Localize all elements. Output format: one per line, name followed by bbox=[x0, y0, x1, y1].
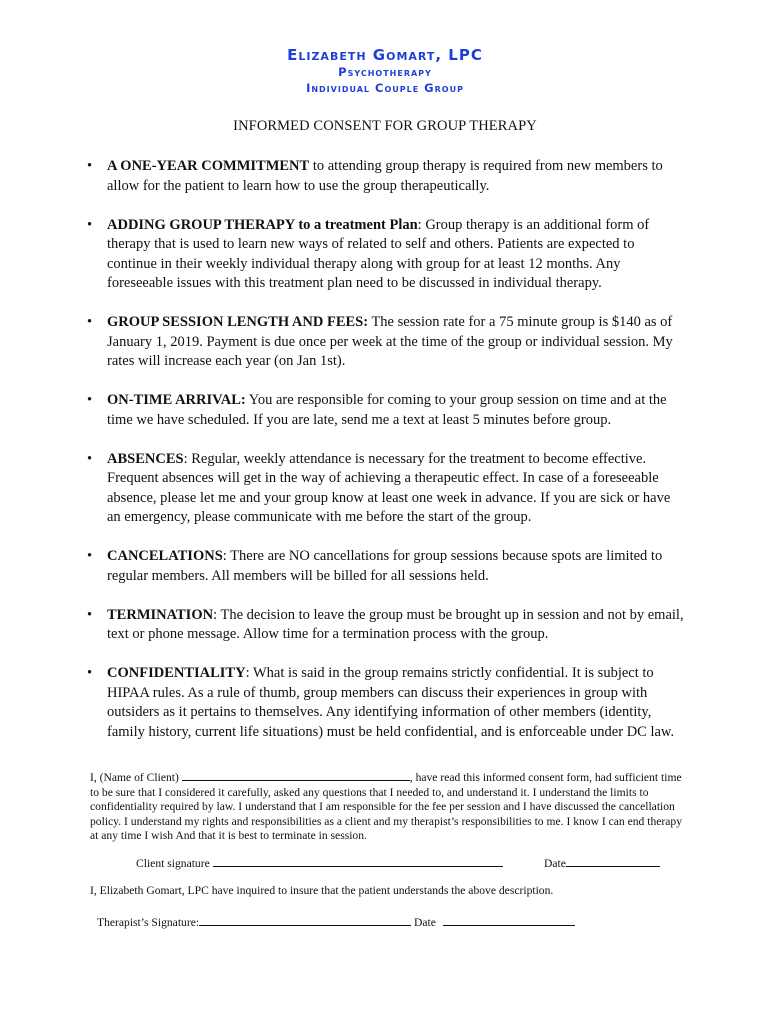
client-signature-field[interactable] bbox=[213, 856, 503, 867]
policy-list bbox=[86, 157, 686, 762]
client-date-label: Date bbox=[544, 857, 566, 870]
policy-item bbox=[86, 664, 686, 742]
client-name-field[interactable] bbox=[182, 770, 410, 781]
service-types: Individual Couple Group bbox=[306, 81, 464, 95]
bullet: • bbox=[87, 314, 93, 330]
bullet: • bbox=[87, 450, 93, 467]
bullet: • bbox=[87, 216, 93, 233]
consent-prefix: I, (Name of Client) bbox=[90, 771, 182, 784]
bullet: • bbox=[87, 665, 93, 681]
therapist-signature-field[interactable] bbox=[199, 915, 411, 926]
consent-text: , have read this informed consent form, had sufficient time to be sure that I considered it carefully, asked any questions that I needed to, and understand it. I understand the limits to confidentiality required by law. I understand that I am responsible for the fee per session and I have discussed the cancellation policy. I understand my rights and responsibilities as a client and my therapist’s responsibilities to me. I know I can end therapy at any time I wish And that it is best to terminate in session. bbox=[90, 771, 683, 842]
policy-text: to attending group therapy is required from new members to allow for the patient to learn how to use the group therapeutically. bbox=[107, 158, 663, 194]
policy-heading: ON-TIME ARRIVAL: bbox=[107, 392, 246, 408]
policy-item bbox=[86, 216, 686, 294]
therapist-signature-line bbox=[97, 915, 575, 930]
policy-item bbox=[86, 313, 686, 372]
bullet: • bbox=[87, 158, 93, 174]
policy-heading: TERMINATION bbox=[107, 606, 214, 623]
therapist-date-field[interactable] bbox=[443, 915, 575, 926]
policy-text: You are responsible for coming to your group session on time and at the time we have scheduled. If you are late, send me a text at least 5 minutes before group. bbox=[107, 392, 667, 428]
practitioner-name: Elizabeth Gomart, LPC bbox=[287, 46, 483, 64]
therapist-signature-label: Therapist’s Signature: bbox=[97, 916, 200, 929]
client-date-line bbox=[544, 856, 660, 871]
policy-item bbox=[86, 157, 686, 196]
policy-heading: CANCELATIONS bbox=[107, 548, 223, 564]
client-signature-line bbox=[136, 856, 503, 871]
bullet: • bbox=[87, 606, 93, 623]
policy-text: : Regular, weekly attendance is necessary for the treatment to become effective. Frequent absences will get in the way of achieving a therapeutic effect. In case of a foreseeable absence, please let me and your group know at least one week in advance. If you are sick or have an emergency, please communicate with me before the start of the group. bbox=[107, 450, 671, 525]
therapist-date-label: Date bbox=[411, 916, 439, 929]
policy-item bbox=[86, 391, 686, 430]
client-signature-label: Client signature bbox=[136, 857, 213, 870]
letterhead bbox=[0, 46, 770, 96]
policy-heading: CONFIDENTIALITY bbox=[107, 665, 246, 681]
policy-item bbox=[86, 547, 686, 586]
practice-type: Psychotherapy bbox=[338, 65, 432, 79]
client-date-field[interactable] bbox=[566, 856, 660, 867]
policy-text: : There are NO cancellations for group sessions because spots are limited to regular members. All members will be billed for all sessions held. bbox=[107, 548, 663, 584]
document-title: INFORMED CONSENT FOR GROUP THERAPY bbox=[233, 118, 537, 134]
therapist-statement: I, Elizabeth Gomart, LPC have inquired to insure that the patient understands the above description. bbox=[90, 884, 554, 897]
policy-text: : Group therapy is an additional form of therapy that is used to learn new ways of related to self and others. Patients are expected to continue in their weekly individual therapy along with group for at least 12 months. Any foreseeable issues with this treatment plan need to be discussed in individual therapy. bbox=[107, 216, 650, 291]
policy-heading: A ONE-YEAR COMMITMENT bbox=[107, 158, 310, 174]
policy-text: The session rate for a 75 minute group is $140 as of January 1, 2019. Payment is due once per week at the time of the group or individual session. My rates will increase each year (on Jan 1st). bbox=[107, 314, 673, 369]
policy-heading: ADDING GROUP THERAPY to a treatment Plan bbox=[107, 216, 418, 233]
bullet: • bbox=[87, 548, 93, 564]
policy-item bbox=[86, 450, 686, 528]
policy-heading: GROUP SESSION LENGTH AND FEES: bbox=[107, 314, 369, 330]
policy-text: : The decision to leave the group must be brought up in session and not by email, text or phone message. Allow time for a termination process with the group. bbox=[107, 606, 684, 642]
policy-heading: ABSENCES bbox=[107, 450, 184, 467]
policy-text: : What is said in the group remains strictly confidential. It is subject to HIPAA rules. As a rule of thumb, group members can discuss their experiences in group with outsiders as it pertains to themselves. Any identifying information of other members (identity, family history, current life situations) must be held confidential, and is enforceable under DC law. bbox=[107, 665, 675, 740]
consent-statement bbox=[90, 770, 685, 844]
policy-item bbox=[86, 606, 686, 645]
bullet: • bbox=[87, 392, 93, 408]
